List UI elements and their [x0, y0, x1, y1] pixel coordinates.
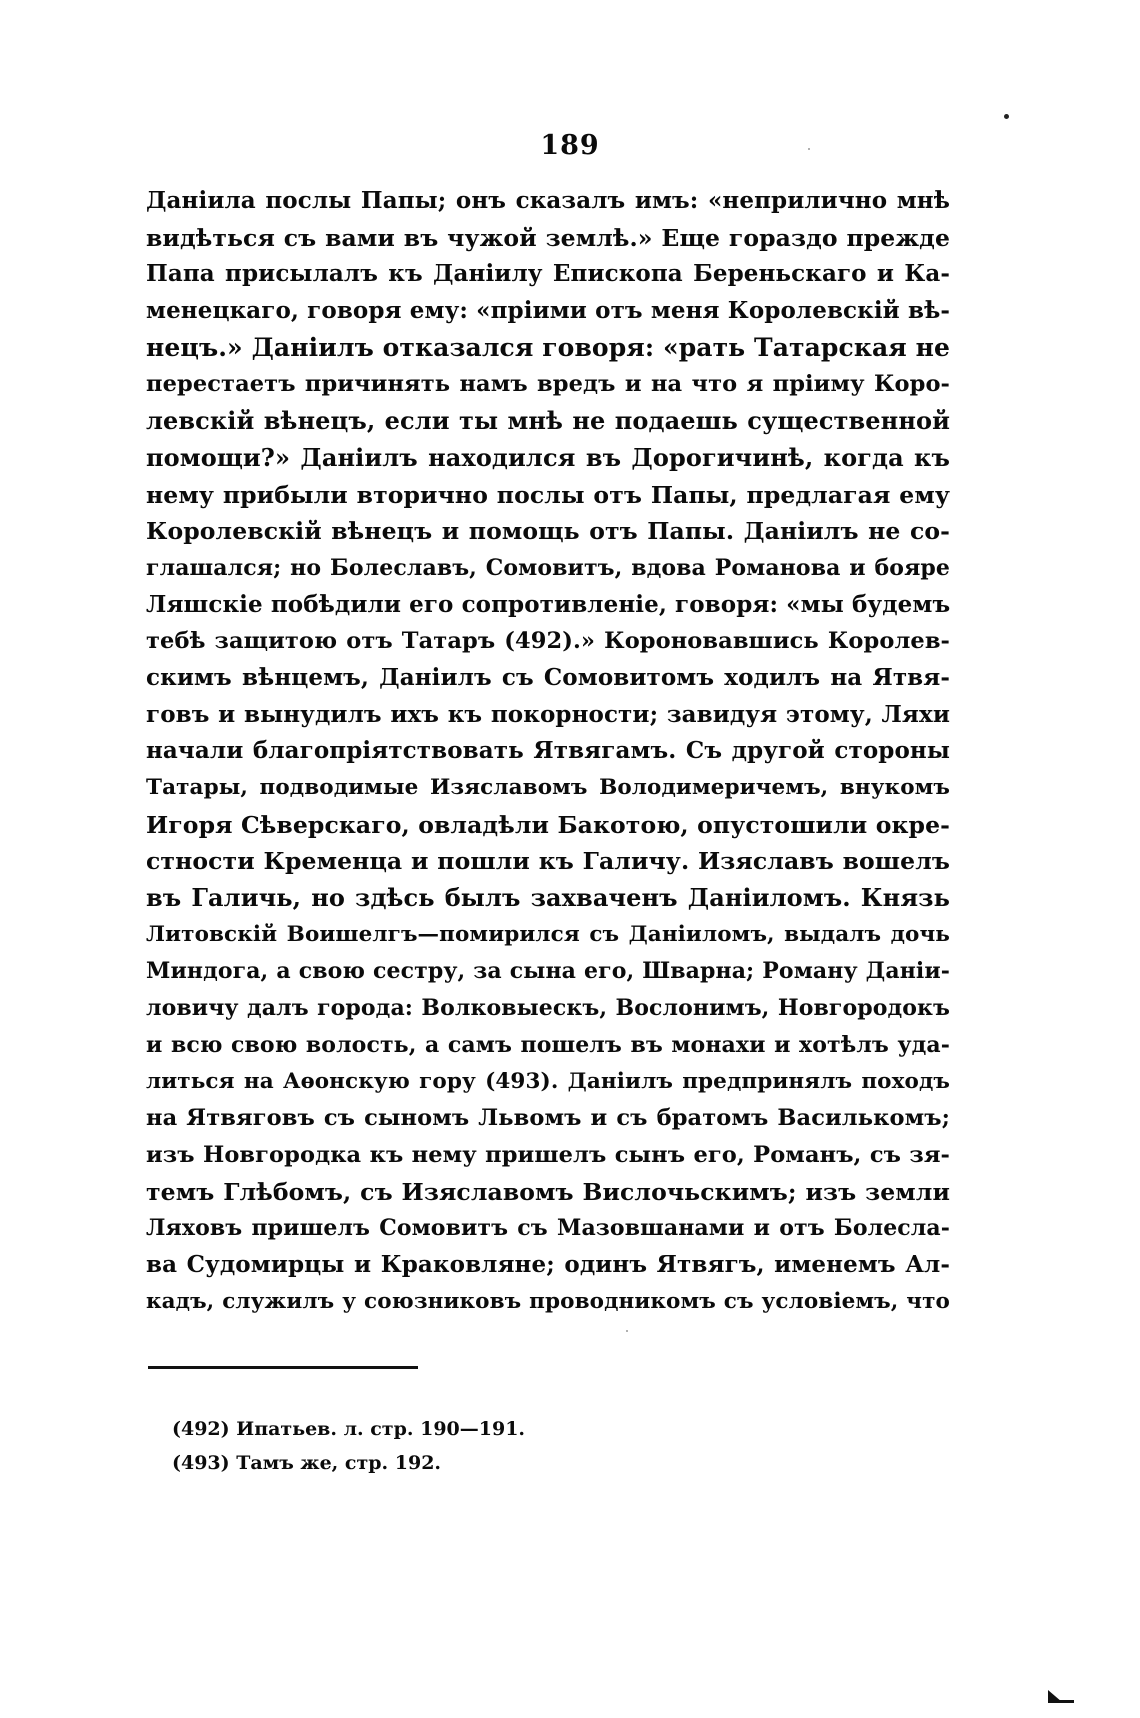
text-line: изъ Новгородка къ нему пришелъ сынъ его, Романъ, съ зя-: [146, 1141, 950, 1168]
text-line: перестаетъ причинять намъ вредъ и на что я пріиму Коро-: [146, 371, 950, 398]
text-line: Ляшскіе побѣдили его сопротивленіе, говоря: «мы будемъ: [146, 590, 950, 618]
text-line: Папа присылалъ къ Даніилу Епископа Береньскаго и Ка-: [146, 260, 950, 288]
footnote: (492) Ипатьев. л. стр. 190—191.: [172, 1418, 526, 1440]
text-line: менецкаго, говоря ему: «пріими отъ меня Королевскій вѣ-: [146, 297, 950, 325]
text-line: видѣться съ вами въ чужой землѣ.» Еще гораздо прежде: [146, 223, 950, 252]
text-line: ва Судомирцы и Краковляне; одинъ Ятвягъ, именемъ Ал-: [146, 1250, 950, 1278]
footnote: (493) Тамъ же, стр. 192.: [172, 1452, 442, 1474]
page-corner-mark: [1048, 1700, 1074, 1703]
page-number: 189: [540, 130, 600, 161]
text-line: левскій вѣнецъ, если ты мнѣ не подаешь существенной: [146, 406, 950, 436]
text-line: въ Галичь, но здѣсь былъ захваченъ Даніиломъ. Князь: [146, 883, 950, 913]
text-line: говъ и вынудилъ ихъ къ покорности; завидуя этому, Ляхи: [146, 700, 950, 728]
text-line: Миндога, а свою сестру, за сына его, Шварна; Роману Даніи-: [146, 958, 950, 985]
text-line: Ляховъ пришелъ Сомовитъ съ Мазовшанами и отъ Болесла-: [146, 1215, 950, 1242]
text-line: помощи?» Даніилъ находился въ Дорогичинѣ, когда къ: [146, 442, 950, 472]
text-line: стности Кременца и пошли къ Галичу. Изяславъ вошелъ: [146, 847, 950, 876]
text-line: нему прибыли вторично послы отъ Папы, предлагая ему: [146, 480, 950, 509]
text-line: тебѣ защитою отъ Татаръ (492).» Короновавшись Королев-: [146, 628, 950, 655]
body-text: [146, 183, 950, 1320]
text-line: начали благопріятствовать Ятвягамъ. Съ другой стороны: [146, 737, 950, 765]
text-line: и всю свою волость, а самъ пошелъ въ монахи и хотѣлъ уда-: [146, 1031, 950, 1058]
text-line: Татары, подводимые Изяславомъ Володимеричемъ, внукомъ: [146, 775, 950, 800]
scan-speck: [1004, 114, 1009, 119]
text-line: кадъ, служилъ у союзниковъ проводникомъ съ условіемъ, что: [146, 1288, 950, 1314]
footnotes: [172, 1412, 772, 1480]
text-line: на Ятвяговъ съ сыномъ Львомъ и съ братомъ Василькомъ;: [146, 1105, 950, 1132]
text-line: скимъ вѣнцемъ, Даніилъ съ Сомовитомъ ходилъ на Ятвя-: [146, 663, 950, 691]
text-line: темъ Глѣбомъ, съ Изяславомъ Вислочьскимъ; изъ земли: [146, 1177, 950, 1206]
text-line: Даніила послы Папы; онъ сказалъ имъ: «неприлично мнѣ: [146, 187, 950, 214]
text-line: Королевскій вѣнецъ и помощь отъ Папы. Даніилъ не со-: [146, 517, 950, 546]
text-line: Игоря Сѣверскаго, овладѣли Бакотою, опустошили окре-: [146, 810, 950, 839]
footnote-rule: [148, 1366, 418, 1369]
text-line: ловичу далъ города: Волковыескъ, Вослонимъ, Новгородокъ: [146, 995, 950, 1022]
text-line: литься на Аѳонскую гору (493). Даніилъ предпринялъ походъ: [146, 1068, 950, 1094]
text-line: Литовскій Воишелгъ—помирился съ Даніиломъ, выдалъ дочь: [146, 921, 950, 947]
text-line: глашался; но Болеславъ, Сомовитъ, вдова Романова и бояре: [146, 554, 950, 581]
text-line: нецъ.» Даніилъ отказался говоря: «рать Татарская не: [146, 332, 950, 362]
scan-speck: [808, 148, 810, 150]
scan-speck: [626, 1330, 628, 1332]
